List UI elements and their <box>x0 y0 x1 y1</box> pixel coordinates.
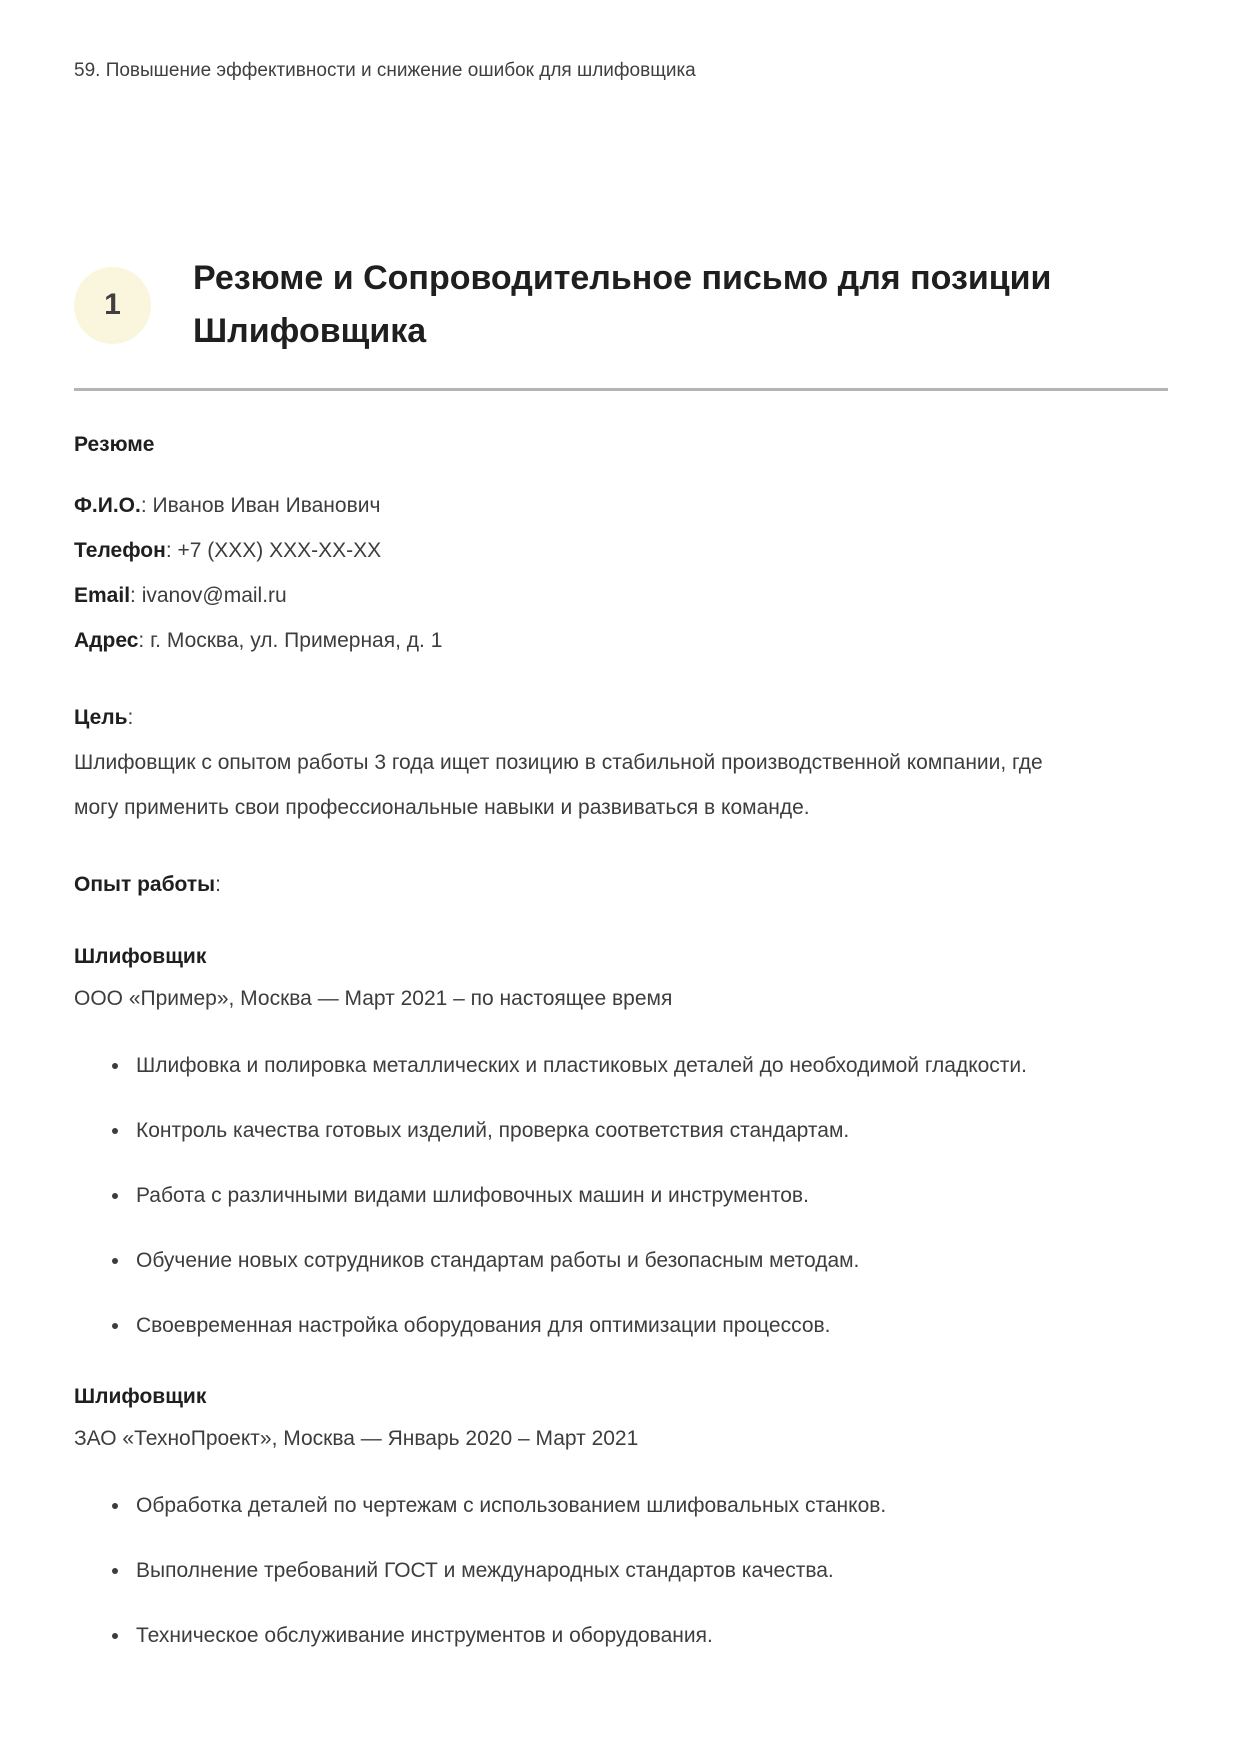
contact-label: Адрес <box>74 629 139 653</box>
contact-label: Email <box>74 584 131 608</box>
experience-colon: : <box>215 873 221 897</box>
contact-row-email <box>74 573 1168 618</box>
bullet-item: • Обучение новых сотрудников стандартам работы и безопасным методам. <box>131 1239 1084 1283</box>
objective-text: Шлифовщик с опытом работы 3 года ищет позицию в стабильной производственной компании, где могу применить свои профессиональные навыки и развиваться в команде. <box>74 751 1043 820</box>
job-meta: ООО «Пример», Москва — Март 2021 – по настоящее время <box>74 986 673 1010</box>
contacts-block <box>74 483 1168 663</box>
bullet-item: • Шлифовка и полировка металлических и пластиковых деталей до необходимой гладкости. <box>131 1044 1084 1088</box>
section-title: Резюме и Сопроводительное письмо для позиции Шлифовщика <box>193 259 1052 351</box>
contact-row-fio <box>74 483 1168 528</box>
contact-value: : +7 (XXX) XXX-XX-XX <box>165 539 382 563</box>
contact-row-phone <box>74 528 1168 573</box>
contact-label: Телефон <box>74 539 166 563</box>
objective-label-line <box>74 695 1079 740</box>
section-header <box>74 252 1168 358</box>
objective-block <box>74 695 1079 830</box>
job-2-bullets <box>74 1484 1168 1658</box>
objective-label: Цель <box>74 706 128 730</box>
job-block-1-head <box>74 936 1079 1020</box>
contact-value: : г. Москва, ул. Примерная, д. 1 <box>138 629 443 653</box>
contact-value: : ivanov@mail.ru <box>130 584 287 608</box>
bullet-item: • Своевременная настройка оборудования для оптимизации процессов. <box>131 1304 1084 1348</box>
bullet-item: • Работа с различными видами шлифовочных машин и инструментов. <box>131 1174 1084 1218</box>
section-number-badge <box>74 267 151 344</box>
job-title: Шлифовщик <box>74 1385 207 1409</box>
contact-row-address <box>74 618 1168 663</box>
job-1-bullets <box>74 1044 1168 1348</box>
bullet-item: • Техническое обслуживание инструментов и оборудования. <box>131 1614 1084 1658</box>
objective-colon: : <box>127 706 134 730</box>
resume-heading: Резюме <box>74 433 155 457</box>
job-meta: ЗАО «ТехноПроект», Москва — Январь 2020 – Март 2021 <box>74 1427 639 1451</box>
section-divider <box>74 388 1168 391</box>
section-number: 1 <box>104 288 121 322</box>
bullet-item: • Выполнение требований ГОСТ и международных стандартов качества. <box>131 1549 1084 1593</box>
bullet-item: • Обработка деталей по чертежам с использованием шлифовальных станков. <box>131 1484 1084 1528</box>
bullet-item: • Контроль качества готовых изделий, проверка соответствия стандартам. <box>131 1109 1084 1153</box>
job-title: Шлифовщик <box>74 944 207 968</box>
experience-label: Опыт работы <box>74 873 216 897</box>
page-header: 59. Повышение эффективности и снижение ошибок для шлифовщика <box>74 60 696 81</box>
job-block-2-head <box>74 1376 1079 1460</box>
experience-heading <box>74 862 1079 907</box>
contact-value: : Иванов Иван Иванович <box>140 494 381 518</box>
contact-label: Ф.И.О. <box>74 494 141 518</box>
